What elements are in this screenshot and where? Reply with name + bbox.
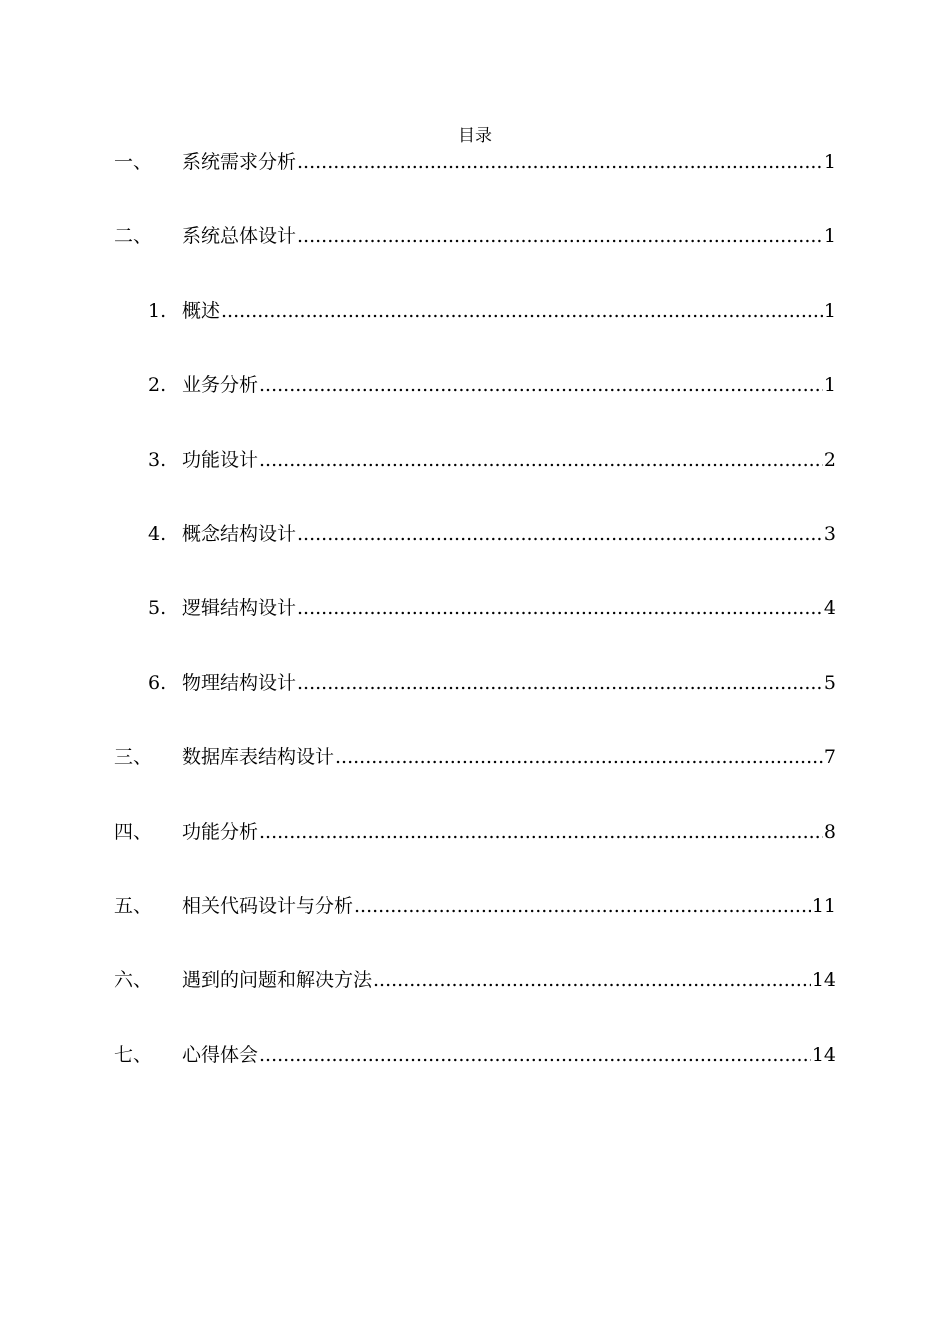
toc-entry-label: 逻辑结构设计 bbox=[182, 597, 297, 620]
toc-entry-page: 1 bbox=[823, 299, 836, 322]
toc-entry-number: 二、 bbox=[114, 225, 153, 248]
toc-entry-label: 相关代码设计与分析 bbox=[182, 894, 354, 917]
toc-entry[interactable] bbox=[114, 818, 836, 892]
toc-dot-leader bbox=[221, 297, 823, 325]
toc-entry-number: 1. bbox=[148, 299, 167, 322]
table-of-contents bbox=[114, 148, 836, 1115]
toc-entry[interactable] bbox=[114, 743, 836, 817]
toc-entry-page: 1 bbox=[823, 225, 836, 248]
toc-dot-leader bbox=[335, 743, 823, 771]
toc-dot-leader bbox=[297, 148, 823, 176]
toc-entry[interactable] bbox=[114, 148, 836, 222]
toc-entry-label: 概述 bbox=[182, 299, 221, 322]
toc-entry-label: 功能设计 bbox=[182, 448, 259, 471]
toc-dot-leader bbox=[259, 1041, 811, 1069]
toc-entry[interactable] bbox=[114, 594, 836, 668]
toc-entry-number: 四、 bbox=[114, 820, 153, 843]
toc-entry-label: 心得体会 bbox=[182, 1043, 259, 1066]
toc-entry-page: 1 bbox=[823, 374, 836, 397]
toc-entry-page: 14 bbox=[811, 969, 836, 992]
toc-entry[interactable] bbox=[114, 1041, 836, 1115]
toc-entry-label: 概念结构设计 bbox=[182, 522, 297, 545]
toc-entry-number: 6. bbox=[148, 671, 167, 694]
toc-entry-number: 5. bbox=[148, 597, 167, 620]
toc-entry-number: 三、 bbox=[114, 746, 153, 769]
toc-entry-page: 3 bbox=[823, 522, 836, 545]
toc-entry-page: 14 bbox=[811, 1043, 836, 1066]
toc-entry[interactable] bbox=[114, 520, 836, 594]
toc-entry-number: 3. bbox=[148, 448, 167, 471]
toc-entry-number: 一、 bbox=[114, 151, 153, 173]
toc-dot-leader bbox=[297, 222, 823, 250]
toc-dot-leader bbox=[354, 892, 811, 920]
toc-entry-label: 系统需求分析 bbox=[182, 151, 297, 173]
toc-entry[interactable] bbox=[114, 446, 836, 520]
toc-dot-leader bbox=[259, 818, 823, 846]
toc-title: 目录 bbox=[458, 126, 492, 146]
toc-entry[interactable] bbox=[114, 371, 836, 445]
toc-entry-number: 七、 bbox=[114, 1043, 153, 1066]
toc-entry-label: 数据库表结构设计 bbox=[182, 746, 335, 769]
toc-entry-number: 六、 bbox=[114, 969, 153, 992]
toc-entry-page: 11 bbox=[811, 894, 836, 917]
toc-dot-leader bbox=[297, 594, 823, 622]
toc-entry[interactable] bbox=[114, 892, 836, 966]
toc-entry-page: 4 bbox=[823, 597, 836, 620]
toc-entry-label: 遇到的问题和解决方法 bbox=[182, 969, 373, 992]
toc-entry-page: 5 bbox=[823, 671, 836, 694]
toc-entry-page: 7 bbox=[823, 746, 836, 769]
toc-entry[interactable] bbox=[114, 297, 836, 371]
toc-dot-leader bbox=[259, 371, 823, 399]
toc-dot-leader bbox=[297, 520, 823, 548]
toc-entry-number: 五、 bbox=[114, 894, 153, 917]
toc-entry-number: 2. bbox=[148, 374, 167, 397]
toc-entry-label: 系统总体设计 bbox=[182, 225, 297, 248]
toc-entry-page: 1 bbox=[823, 151, 836, 173]
toc-dot-leader bbox=[373, 966, 811, 994]
toc-dot-leader bbox=[297, 669, 823, 697]
toc-dot-leader bbox=[259, 446, 823, 474]
toc-entry-label: 功能分析 bbox=[182, 820, 259, 843]
toc-entry-label: 物理结构设计 bbox=[182, 671, 297, 694]
toc-entry[interactable] bbox=[114, 669, 836, 743]
toc-entry[interactable] bbox=[114, 222, 836, 296]
toc-entry[interactable] bbox=[114, 966, 836, 1040]
toc-entry-number: 4. bbox=[148, 522, 167, 545]
toc-entry-page: 2 bbox=[823, 448, 836, 471]
toc-entry-label: 业务分析 bbox=[182, 374, 259, 397]
toc-entry-page: 8 bbox=[823, 820, 836, 843]
